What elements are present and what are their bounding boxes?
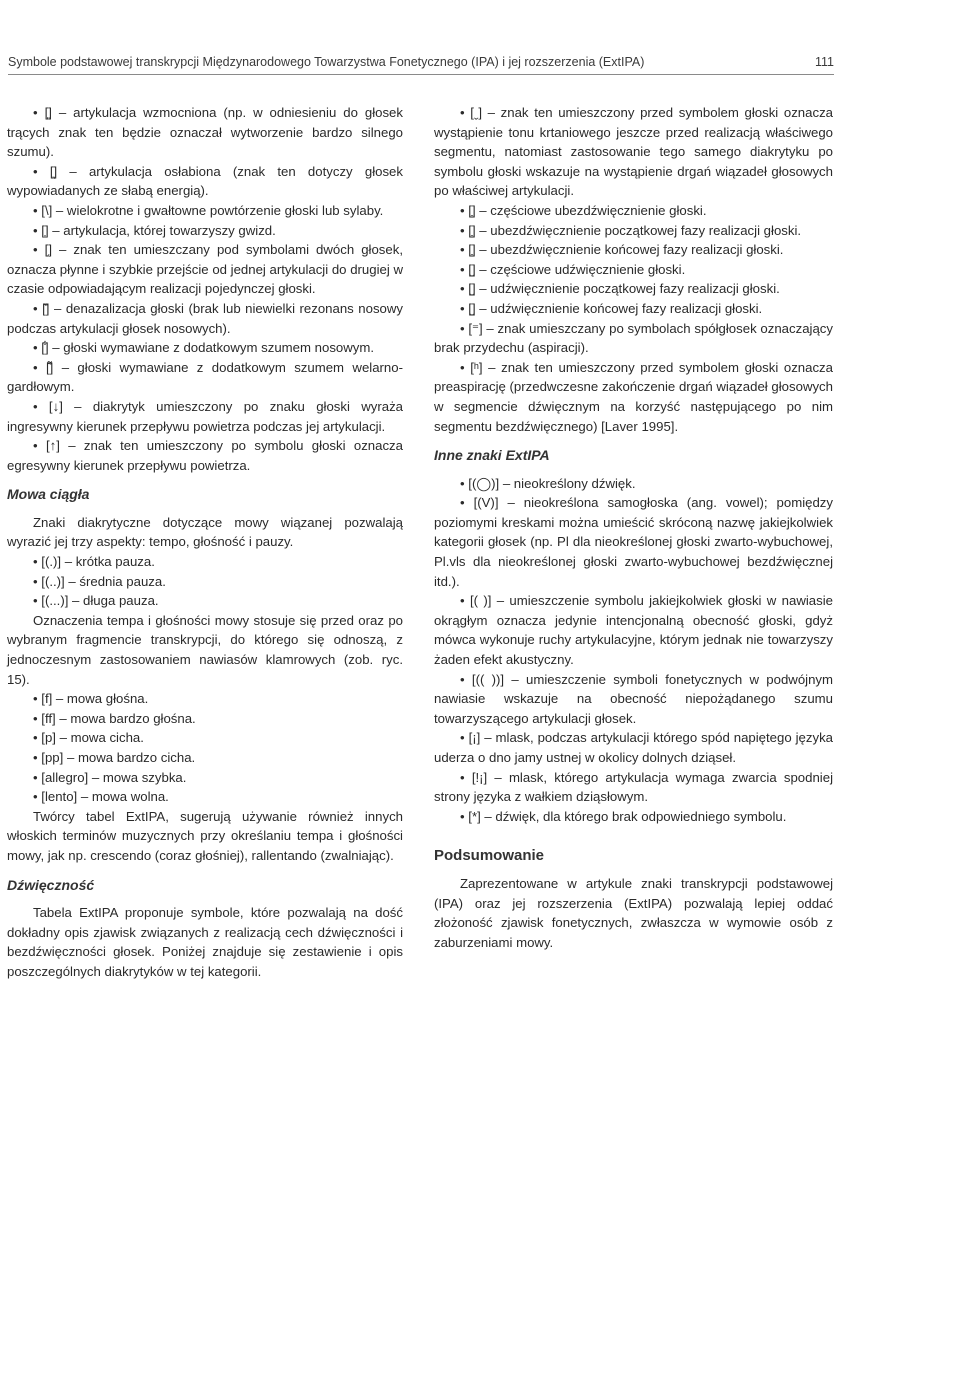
left-bullet-item: • [͉] – artykulacja osłabiona (znak ten dotyczy głosek wypowiadanych ze słabą energią).: [7, 163, 403, 199]
right-bullet-item: • [¡] – mlask, podczas artykulacji którego spód napiętego języka uderza o dno jamy ustnej w okolicy dolnych dziąseł.: [434, 730, 833, 765]
left-bullet-item: • [ff] – mowa bardzo głośna.: [33, 710, 196, 726]
header-title: Symbole podstawowej transkrypcji Międzynarodowego Towarzystwa Fonetycznego (IPA) i jej rozszerzenia (ExtIPA): [8, 55, 645, 69]
section-heading: Dźwięczność: [7, 876, 95, 893]
right-paragraph: Zaprezentowane w artykule znaki transkrypcji podstawowej (IPA) oraz jej rozszerzenia (ExtIPA) pozwalają lepiej oddać złożoność zjawisk fonetycznych, zwłaszcza w wymowie osób z zaburzeniami mowy.: [434, 875, 833, 950]
left-bullet-item: • [(...)] – długa pauza.: [33, 593, 159, 609]
left-bullet-item: • [lento] – mowa wolna.: [33, 789, 169, 805]
right-bullet-item: • [⁼] – znak umieszczany po symbolach spółgłosek oznaczający brak przydechu (aspiracji).: [434, 320, 833, 356]
right-column: [434, 103, 833, 952]
right-bullet-item: • [*] – dźwięk, dla którego brak odpowiedniego symbolu.: [460, 808, 787, 824]
right-bullet-item: • [̬] – częściowe udźwięcznienie głoski.: [460, 261, 686, 277]
left-paragraph: Tabela ExtIPA proponuje symbole, które pozwalają na dość dokładny opis zjawisk związanych z realizacją cech dźwięczności i bezdźwięczności głosek. Poniżej znajduje się zestawienie i opis poszczególnych diakrytyków w tej kategorii.: [7, 905, 403, 979]
left-bullet-item: • [͔] – znak ten umieszczany pod symbolami dwóch głosek, oznacza płynne i szybkie przejście od jednej artykulacji do drugiej w czasie odpowiadającym realizacji pojedynczej głoski.: [7, 242, 403, 297]
left-bullet-item: • [f] – mowa głośna.: [33, 691, 149, 707]
left-paragraph: Twórcy tabel ExtIPA, sugerują używanie również innych włoskich terminów muzycznych przy określaniu tempa i głośności mowy, jak np. crescendo (coraz głośniej), rallentando (zwalniając).: [7, 808, 403, 863]
left-bullet-item: • [͊] – denazalizacja głoski (brak lub niewielki rezonans nosowy podczas artykulacji głosek nosowych).: [7, 300, 403, 336]
left-bullet-item: • [pp] – mowa bardzo cicha.: [33, 750, 196, 765]
right-bullet-item: • [(( ))] – umieszczenie symboli fonetycznych w podwójnym nawiasie wskazuje na obecność niepożądanego szumu towarzyszącego artykulacji głosek.: [434, 671, 833, 726]
right-bullet-item: • [( )] – umieszczenie symbolu jakiejkolwiek głoski w nawiasie okrągłym oznacza jedynie intencjonalną obecność głoski, gdyż mówca wykonuje ruchy artykulacyjne, którym jednak nie towarzyszy żaden efekt akustyczny.: [434, 593, 833, 668]
right-bullet-item: • [̥] – ubezdźwięcznienie końcowej fazy realizacji głoski.: [460, 242, 784, 258]
left-bullet-item: • [(.)] – krótka pauza.: [33, 554, 155, 570]
left-bullet-item: • [p] – mowa cicha.: [33, 730, 144, 746]
left-bullet-item: • [↓] – diakrytyk umieszczony po znaku głoski wyraża ingresywny kierunek przepływu powietrza podczas jej artykulacji.: [7, 398, 403, 434]
right-bullet-item: • [̥] – ubezdźwięcznienie początkowej fazy realizacji głoski.: [460, 222, 802, 238]
left-bullet-item: • [allegro] – mowa szybka.: [33, 769, 187, 785]
right-bullet-item: • [ˬ] – znak ten umieszczony przed symbolem głoski oznacza wystąpienie tonu krtaniowego jeszcze przed realizacją właściwego segmentu, natomiast zastosowanie tego samego diakrytyku po symbolu głoski wskazuje na wystąpienie drgań wiązadeł głosowych po właściwej artykulacji.: [434, 105, 833, 199]
running-header: [8, 55, 834, 69]
right-bullet-item: • [!¡] – mlask, którego artykulacja wymaga zwarcia spodniej strony języka z wałkiem dziąsłowym.: [434, 769, 833, 805]
section-heading: Podsumowanie: [434, 847, 545, 865]
left-paragraph: Oznaczenia tempa i głośności mowy stosuje się przed oraz po wybranym fragmencie transkrypcji, do którego się odnoszą, z jednoczesnym zastosowaniem nawiasów klamrowych (zob. ryc. 15).: [7, 612, 403, 687]
left-bullet-item: • [↑] – znak ten umieszczony po symbolu głoski oznacza egresywny kierunek przepływu powietrza.: [7, 438, 403, 473]
left-bullet-item: • [͈] – artykulacja wzmocniona (np. w odniesieniu do głosek trących znak ten będzie oznaczał wytworzenie bardzo silnego szumu).: [7, 105, 403, 160]
left-bullet-item: • [(..)] – średnia pauza.: [33, 573, 166, 589]
left-bullet-item: • [͎] – artykulacja, której towarzyszy gwizd.: [33, 222, 276, 238]
section-heading: Mowa ciągła: [7, 486, 90, 503]
section-heading: Inne znaki ExtIPA: [434, 447, 550, 464]
left-bullet-item: • [\] – wielokrotne i gwałtowne powtórzenie głoski lub sylaby.: [33, 202, 384, 218]
left-bullet-item: • [͌] – głoski wymawiane z dodatkowym szumem welarno-gardłowym.: [7, 359, 403, 395]
right-bullet-item: • [̬] – udźwięcznienie końcowej fazy realizacji głoski.: [460, 300, 763, 316]
page-number: 111: [814, 55, 834, 69]
right-bullet-item: • [ʰ] – znak ten umieszczony przed symbolem głoski oznacza preaspirację (przedwczesne zakończenie drgań wiązadeł głosowych w segmencie dźwięcznym na korzyść następującego po nim segmentu bezdźwięcznego) [Laver 1995].: [434, 359, 833, 434]
right-bullet-item: • [(◯)] – nieokreślony dźwięk.: [460, 475, 636, 491]
left-bullet-item: • [͋] – głoski wymawiane z dodatkowym szumem nosowym.: [33, 340, 375, 356]
right-bullet-item: • [(V)] – nieokreślona samogłoska (ang. vowel); pomiędzy poziomymi kreskami można umieścić skróconą nazwę jakiejkolwiek kategorii głosek (np. Pl dla nieokreślonej głoski zwarto-wybuchowej, Pl.vls dla nieokreślonej głoski zwarto-wybuchowej bezdźwięcznej itd.).: [434, 495, 833, 589]
left-paragraph: Znaki diakrytyczne dotyczące mowy wiązanej pozwalają wyrazić jej trzy aspekty: tempo, głośność i pauzy.: [7, 514, 403, 550]
right-bullet-item: • [̬] – udźwięcznienie początkowej fazy realizacji głoski.: [460, 281, 780, 297]
right-bullet-item: • [̥] – częściowe ubezdźwięcznienie głoski.: [460, 202, 707, 218]
header-rule: [8, 74, 834, 75]
left-column: [7, 103, 403, 982]
